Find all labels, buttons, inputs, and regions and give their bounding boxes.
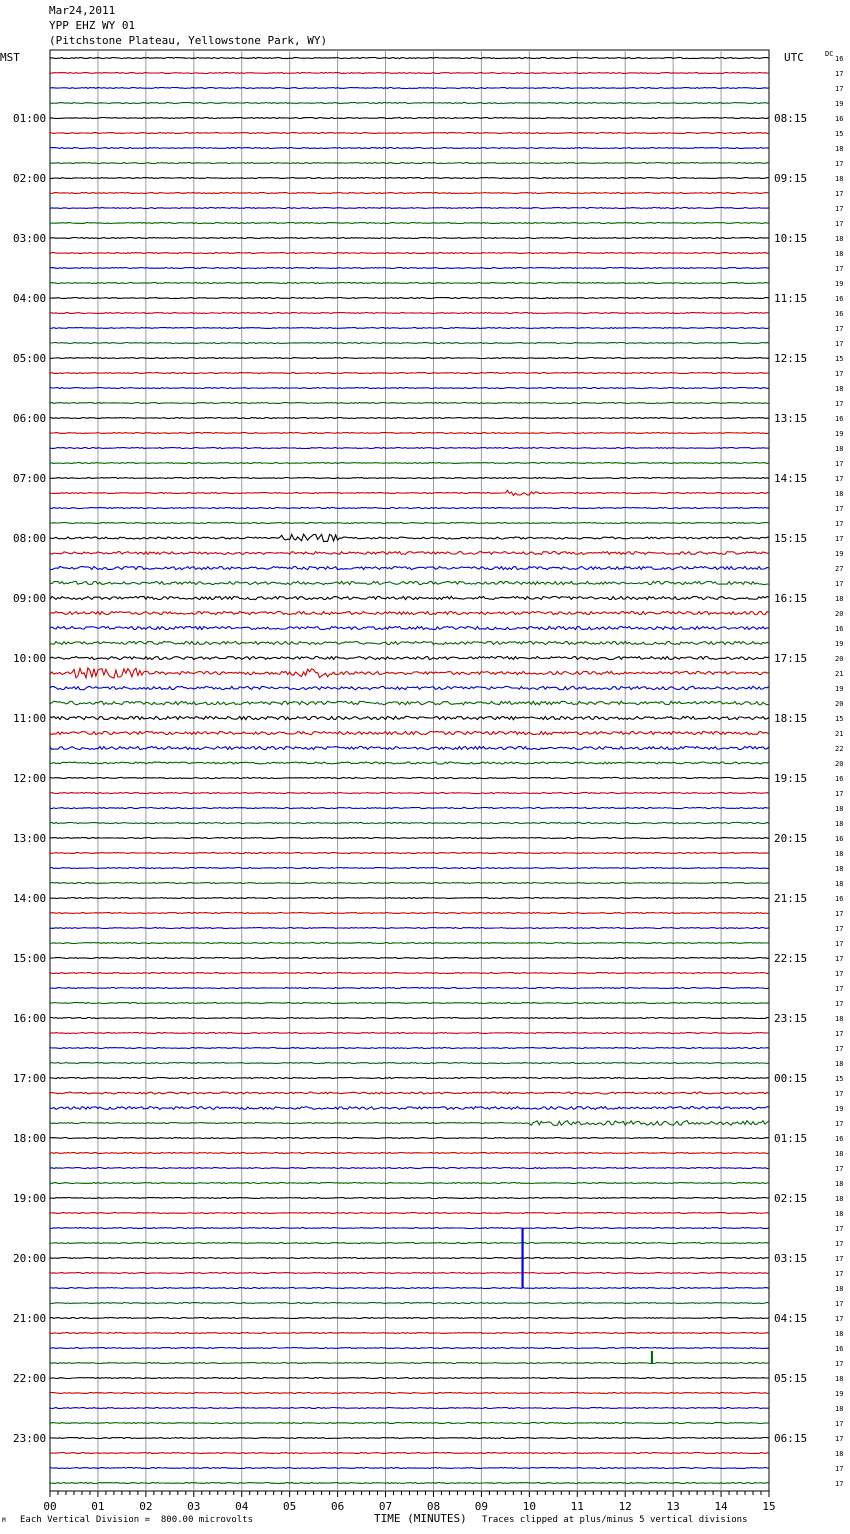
trace-62 (50, 988, 769, 989)
trace-66 (50, 1048, 769, 1049)
trace-22 (50, 388, 769, 389)
trace-2 (50, 88, 769, 89)
scale-note: Each Vertical Division = 800.00 microvolts (20, 1515, 253, 1525)
dc-offset: 17 (835, 1090, 844, 1098)
trace-10 (50, 208, 769, 209)
trace-55 (50, 883, 769, 884)
trace-80 (50, 1258, 769, 1259)
trace-53 (50, 853, 769, 854)
x-tick-label: 02 (139, 1500, 153, 1513)
hour-label-right: 08:15 (774, 112, 808, 125)
hour-label-left: 07:00 (13, 472, 47, 485)
station-location: (Pitchstone Plateau, Yellowstone Park, WY) (49, 34, 328, 47)
dc-offset: 20 (835, 610, 844, 618)
trace-59 (50, 943, 769, 944)
x-tick-label: 09 (474, 1500, 489, 1513)
hour-label-right: 02:15 (774, 1192, 808, 1205)
dc-offset: 18 (835, 1015, 844, 1023)
hour-label-right: 14:15 (774, 472, 808, 485)
hour-label-right: 03:15 (774, 1252, 808, 1265)
trace-57 (50, 913, 769, 914)
dc-offset: 17 (835, 1030, 844, 1038)
dc-offset: 18 (835, 1285, 844, 1293)
trace-7 (50, 163, 769, 164)
dc-offset: 17 (835, 940, 844, 948)
x-tick-label: 00 (43, 1500, 57, 1513)
dc-offset: 17 (835, 505, 844, 513)
hour-label-left: 13:00 (13, 832, 47, 845)
dc-offset: 16 (835, 1345, 844, 1353)
hour-label-right: 09:15 (774, 172, 808, 185)
trace-34 (50, 566, 769, 569)
hour-label-left: 11:00 (13, 712, 47, 725)
dc-offset: 18 (835, 1195, 844, 1203)
dc-offset: 18 (835, 385, 844, 393)
dc-offset: 16 (835, 775, 844, 783)
trace-21 (50, 373, 769, 374)
x-tick-label: 10 (522, 1500, 536, 1513)
x-tick-label: 14 (714, 1500, 728, 1513)
x-tick-label: 08 (426, 1500, 441, 1513)
hour-label-left: 21:00 (13, 1312, 47, 1325)
hour-label-right: 17:15 (774, 652, 808, 665)
trace-76 (50, 1198, 769, 1199)
trace-91 (50, 1423, 769, 1424)
dc-offset: 17 (835, 535, 844, 543)
hour-label-right: 21:15 (774, 892, 808, 905)
trace-46 (50, 746, 769, 749)
dc-offset: 20 (835, 655, 844, 663)
trace-13 (50, 253, 769, 254)
trace-81 (50, 1273, 769, 1274)
trace-5 (50, 133, 769, 134)
x-tick-label: 07 (378, 1500, 393, 1513)
dc-offset: 18 (835, 250, 844, 258)
dc-offset: 17 (835, 370, 844, 378)
dc-offset: 16 (835, 55, 844, 63)
dc-offset: 17 (835, 1000, 844, 1008)
dc-offset: 17 (835, 1225, 844, 1233)
dc-offset: 18 (835, 1450, 844, 1458)
hour-label-right: 00:15 (774, 1072, 808, 1085)
dc-offset: 18 (835, 445, 844, 453)
dc-offset: 16 (835, 895, 844, 903)
hour-label-left: 05:00 (13, 352, 47, 365)
hour-label-right: 05:15 (774, 1372, 808, 1385)
trace-45 (50, 731, 769, 734)
right-axis-label: UTC (784, 51, 804, 64)
hour-label-right: 12:15 (774, 352, 808, 365)
trace-37 (50, 611, 769, 614)
trace-94 (50, 1468, 769, 1469)
trace-79 (50, 1243, 769, 1244)
dc-offset: 17 (835, 1240, 844, 1248)
dc-offset: 17 (835, 1435, 844, 1443)
hour-label-right: 15:15 (774, 532, 808, 545)
trace-36 (50, 596, 769, 599)
dc-offset: 18 (835, 490, 844, 498)
trace-39 (50, 641, 769, 644)
trace-42 (50, 686, 769, 689)
dc-offset: 18 (835, 1405, 844, 1413)
trace-68 (50, 1077, 769, 1078)
trace-3 (50, 103, 769, 104)
hour-label-right: 16:15 (774, 592, 808, 605)
dc-offset: 17 (835, 1315, 844, 1323)
dc-offset: 17 (835, 1165, 844, 1173)
dc-offset: 17 (835, 160, 844, 168)
trace-93 (50, 1453, 769, 1454)
dc-offset: 17 (835, 985, 844, 993)
trace-63 (50, 1003, 769, 1004)
trace-0 (50, 57, 769, 58)
dc-offset: 17 (835, 1255, 844, 1263)
dc-offset: 19 (835, 1105, 844, 1113)
dc-offset: 16 (835, 625, 844, 633)
x-tick-label: 15 (762, 1500, 776, 1513)
trace-86 (50, 1348, 769, 1349)
dc-offset: 16 (835, 310, 844, 318)
dc-offset: 17 (835, 400, 844, 408)
trace-18 (50, 328, 769, 329)
trace-4 (50, 118, 769, 119)
dc-offset: 18 (835, 1180, 844, 1188)
dc-offset: 17 (835, 190, 844, 198)
dc-offset: 17 (835, 1120, 844, 1128)
corner-mark: M (2, 1517, 6, 1524)
dc-offset: 20 (835, 760, 844, 768)
trace-87 (50, 1363, 769, 1364)
trace-48 (50, 777, 769, 778)
hour-label-left: 08:00 (13, 532, 47, 545)
dc-offset: 18 (835, 145, 844, 153)
hour-label-left: 14:00 (13, 892, 47, 905)
dc-offset: 17 (835, 1045, 844, 1053)
trace-14 (50, 268, 769, 269)
trace-78 (50, 1228, 769, 1229)
dc-offset: 19 (835, 100, 844, 108)
trace-82 (50, 1288, 769, 1289)
hour-label-left: 10:00 (13, 652, 47, 665)
dc-offset: 17 (835, 1360, 844, 1368)
hour-label-right: 23:15 (774, 1012, 808, 1025)
left-axis-label: MST (0, 51, 20, 64)
trace-23 (50, 403, 769, 404)
trace-58 (50, 928, 769, 929)
dc-offset: 22 (835, 745, 844, 753)
trace-32 (50, 534, 769, 541)
dc-label: DC (825, 50, 834, 58)
dc-offset: 17 (835, 1420, 844, 1428)
trace-84 (50, 1318, 769, 1319)
trace-73 (50, 1153, 769, 1154)
dc-offset: 16 (835, 415, 844, 423)
trace-6 (50, 148, 769, 149)
dc-offset: 17 (835, 475, 844, 483)
trace-77 (50, 1213, 769, 1214)
trace-25 (50, 433, 769, 434)
trace-52 (50, 838, 769, 839)
trace-89 (50, 1393, 769, 1394)
dc-offset: 17 (835, 925, 844, 933)
dc-offset: 18 (835, 1150, 844, 1158)
dc-offset: 17 (835, 955, 844, 963)
dc-offset: 18 (835, 820, 844, 828)
hour-label-right: 18:15 (774, 712, 808, 725)
dc-offset: 17 (835, 265, 844, 273)
trace-90 (50, 1408, 769, 1409)
dc-offset: 18 (835, 175, 844, 183)
clip-note: Traces clipped at plus/minus 5 vertical divisions (482, 1515, 748, 1525)
dc-offset: 16 (835, 115, 844, 123)
trace-31 (50, 523, 769, 524)
x-tick-label: 06 (330, 1500, 345, 1513)
trace-8 (50, 178, 769, 179)
hour-label-right: 11:15 (774, 292, 808, 305)
hour-label-right: 10:15 (774, 232, 808, 245)
dc-offset: 17 (835, 790, 844, 798)
dc-offset: 21 (835, 730, 844, 738)
hour-label-right: 22:15 (774, 952, 808, 965)
hour-label-right: 13:15 (774, 412, 808, 425)
x-axis-label: TIME (MINUTES) (374, 1512, 467, 1525)
trace-92 (50, 1438, 769, 1439)
trace-43 (50, 701, 769, 705)
dc-offset: 16 (835, 295, 844, 303)
x-tick-label: 03 (187, 1500, 201, 1513)
dc-offset: 18 (835, 1060, 844, 1068)
dc-offset: 21 (835, 670, 844, 678)
dc-offset: 18 (835, 880, 844, 888)
trace-54 (50, 868, 769, 869)
dc-offset: 17 (835, 1465, 844, 1473)
dc-offset: 17 (835, 85, 844, 93)
dc-offset: 18 (835, 850, 844, 858)
trace-88 (50, 1378, 769, 1379)
dc-offset: 18 (835, 1210, 844, 1218)
hour-label-left: 04:00 (13, 292, 47, 305)
dc-offset: 18 (835, 235, 844, 243)
dc-offset: 18 (835, 1330, 844, 1338)
dc-offset: 18 (835, 595, 844, 603)
hour-label-left: 15:00 (13, 952, 47, 965)
dc-offset: 17 (835, 1300, 844, 1308)
trace-64 (50, 1018, 769, 1019)
dc-offset: 16 (835, 1135, 844, 1143)
dc-offset: 15 (835, 715, 844, 723)
trace-24 (50, 418, 769, 419)
trace-17 (50, 313, 769, 314)
trace-50 (50, 807, 769, 808)
trace-40 (50, 657, 769, 660)
dc-offset: 19 (835, 280, 844, 288)
trace-1 (50, 73, 769, 74)
trace-49 (50, 792, 769, 793)
dc-offset: 16 (835, 835, 844, 843)
x-tick-label: 04 (235, 1500, 249, 1513)
trace-85 (50, 1333, 769, 1334)
dc-offset: 17 (835, 910, 844, 918)
hour-label-left: 23:00 (13, 1432, 47, 1445)
hour-label-left: 20:00 (13, 1252, 47, 1265)
dc-offset: 15 (835, 355, 844, 363)
trace-41 (50, 668, 769, 678)
trace-29 (50, 490, 769, 495)
trace-35 (50, 581, 769, 584)
x-tick-label: 12 (618, 1500, 632, 1513)
dc-offset: 19 (835, 430, 844, 438)
dc-offset: 15 (835, 130, 844, 138)
station-code: YPP EHZ WY 01 (49, 19, 136, 32)
dc-offset: 17 (835, 220, 844, 228)
trace-60 (50, 958, 769, 959)
dc-offset: 18 (835, 805, 844, 813)
hour-label-left: 16:00 (13, 1012, 47, 1025)
trace-38 (50, 626, 769, 629)
trace-11 (50, 223, 769, 224)
dc-offset: 18 (835, 865, 844, 873)
dc-offset: 17 (835, 70, 844, 78)
dc-offset: 19 (835, 550, 844, 558)
trace-83 (50, 1303, 769, 1304)
hour-label-right: 19:15 (774, 772, 808, 785)
trace-61 (50, 973, 769, 974)
dc-offset: 19 (835, 1390, 844, 1398)
dc-offset: 19 (835, 640, 844, 648)
trace-27 (50, 463, 769, 464)
trace-67 (50, 1063, 769, 1064)
trace-20 (50, 358, 769, 359)
dc-offset: 27 (835, 565, 844, 573)
hour-label-left: 02:00 (13, 172, 47, 185)
trace-56 (50, 898, 769, 899)
x-tick-label: 13 (666, 1500, 680, 1513)
hour-label-left: 18:00 (13, 1132, 47, 1145)
dc-offset: 17 (835, 970, 844, 978)
trace-65 (50, 1033, 769, 1034)
hour-label-right: 06:15 (774, 1432, 808, 1445)
trace-33 (50, 552, 769, 555)
dc-offset: 17 (835, 205, 844, 213)
dc-offset: 15 (835, 1075, 844, 1083)
hour-label-left: 06:00 (13, 412, 47, 425)
hour-label-left: 12:00 (13, 772, 47, 785)
hour-label-right: 20:15 (774, 832, 808, 845)
trace-75 (50, 1183, 769, 1184)
trace-70 (50, 1107, 769, 1110)
hour-label-left: 09:00 (13, 592, 47, 605)
dc-offset: 17 (835, 520, 844, 528)
dc-offset: 17 (835, 325, 844, 333)
dc-offset: 17 (835, 580, 844, 588)
trace-30 (50, 507, 769, 508)
x-tick-label: 01 (91, 1500, 105, 1513)
trace-15 (50, 283, 769, 284)
trace-72 (50, 1138, 769, 1139)
trace-26 (50, 448, 769, 449)
hour-label-right: 01:15 (774, 1132, 808, 1145)
dc-offset: 17 (835, 1270, 844, 1278)
trace-19 (50, 343, 769, 344)
dc-offset: 18 (835, 1375, 844, 1383)
hour-label-left: 17:00 (13, 1072, 47, 1085)
hour-label-left: 19:00 (13, 1192, 47, 1205)
trace-69 (50, 1092, 769, 1094)
trace-44 (50, 716, 769, 719)
trace-12 (50, 238, 769, 239)
hour-label-right: 04:15 (774, 1312, 808, 1325)
trace-95 (50, 1483, 769, 1484)
plot-frame (50, 50, 769, 1491)
dc-offset: 19 (835, 685, 844, 693)
trace-71 (50, 1121, 769, 1126)
trace-47 (50, 762, 769, 764)
trace-51 (50, 822, 769, 823)
trace-9 (50, 193, 769, 194)
trace-28 (50, 478, 769, 479)
hour-label-left: 03:00 (13, 232, 47, 245)
x-tick-label: 11 (570, 1500, 584, 1513)
hour-label-left: 22:00 (13, 1372, 47, 1385)
dc-offset: 17 (835, 460, 844, 468)
dc-offset: 17 (835, 1480, 844, 1488)
x-tick-label: 05 (283, 1500, 297, 1513)
chart-date: Mar24,2011 (49, 4, 116, 17)
dc-offset: 17 (835, 340, 844, 348)
dc-offset: 20 (835, 700, 844, 708)
trace-74 (50, 1168, 769, 1169)
hour-label-left: 01:00 (13, 112, 47, 125)
trace-16 (50, 298, 769, 299)
